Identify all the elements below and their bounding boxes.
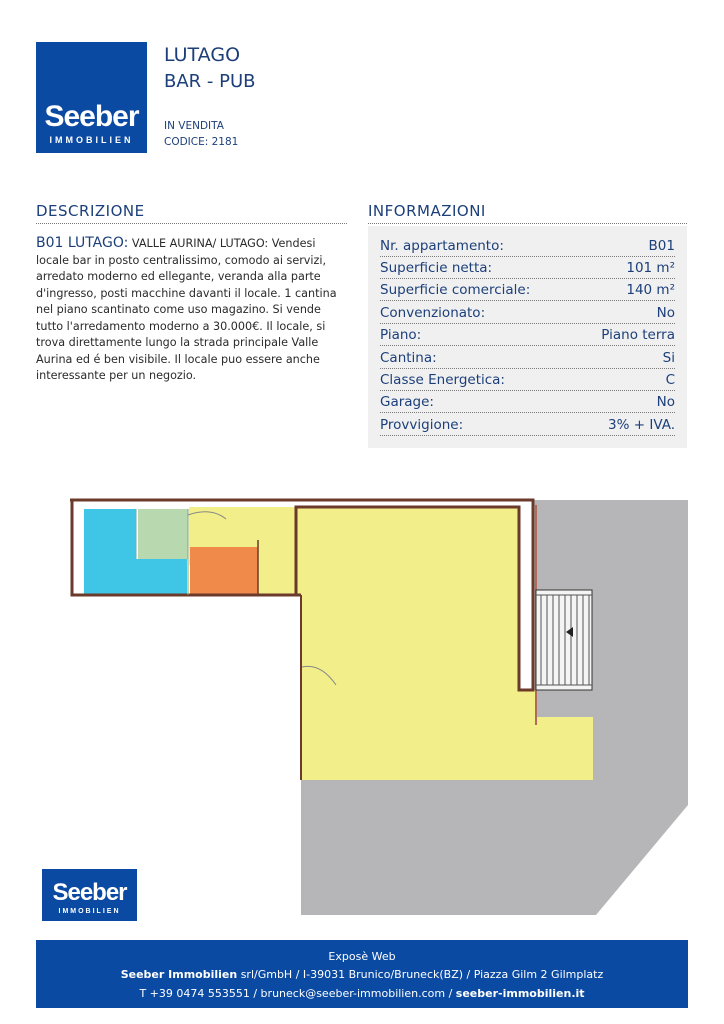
- info-value: No: [656, 394, 675, 410]
- info-row: [380, 301, 675, 324]
- info-value: 3% + IVA.: [608, 417, 675, 433]
- info-row: [380, 234, 675, 257]
- footer-website-link[interactable]: seeber-immobilien.it: [455, 987, 585, 1000]
- info-label: Provvigione:: [380, 417, 464, 433]
- description-body: [36, 235, 350, 385]
- info-table: [368, 226, 687, 448]
- info-row: [380, 278, 675, 301]
- description-heading: DESCRIZIONE: [36, 202, 347, 224]
- info-row: [380, 256, 675, 279]
- info-value: No: [656, 305, 675, 321]
- sale-status: IN VENDITA: [164, 120, 224, 132]
- plan-room-green: [138, 509, 188, 559]
- plan-staircase: [536, 590, 592, 690]
- footer-bar: [36, 940, 688, 1008]
- page-subtitle: BAR - PUB: [164, 71, 256, 92]
- info-value: 101 m²: [626, 260, 675, 276]
- plan-room-orange: [190, 547, 258, 595]
- floor-plan: [36, 495, 688, 915]
- info-label: Cantina:: [380, 350, 437, 366]
- brand-logo: [36, 42, 147, 153]
- info-row: [380, 413, 675, 436]
- info-label: Garage:: [380, 394, 434, 410]
- footer-contact-text: T +39 0474 553551 / bruneck@seeber-immobilien.com /: [139, 987, 456, 1000]
- footer-expose-label: Exposè Web: [328, 950, 396, 963]
- info-label: Piano:: [380, 327, 422, 343]
- plan-room-cyan-2: [84, 559, 187, 595]
- info-value: Si: [662, 350, 675, 366]
- logo-name: Seeber: [44, 100, 139, 133]
- info-heading: INFORMAZIONI: [368, 202, 687, 224]
- info-label: Superficie netta:: [380, 260, 493, 276]
- footer-logo-name: Seeber: [52, 879, 127, 906]
- page-title: LUTAGO: [164, 44, 241, 66]
- info-label: Nr. appartamento:: [380, 238, 504, 254]
- plan-room-cyan-1: [84, 509, 136, 559]
- description-lead: B01 LUTAGO:: [36, 235, 129, 251]
- info-row: [380, 390, 675, 413]
- footer-contact: [36, 987, 688, 1000]
- footer-brand-logo: [42, 869, 137, 921]
- description-text: VALLE AURINA/ LUTAGO: Vendesi locale bar in posto centralissimo, comodo ai servizi, arredato moderno ed ellegante, veranda alla parte d'ingresso, posti macchine davanti il locale. 1 cantina nel piano scantinato come uso magazino. Si vende tutto l'arredamento moderno a 30.000€. Il locale, si trova direttamente lungo la strada principale Valle Aurina ed é ben visibile. Il locale puo essere anche interessante per un negozio.: [36, 237, 337, 382]
- listing-code: CODICE: 2181: [164, 136, 239, 148]
- footer-logo-subtitle: IMMOBILIEN: [58, 908, 121, 915]
- logo-subtitle: IMMOBILIEN: [49, 135, 134, 145]
- plan-main-room: [189, 507, 519, 690]
- info-row: [380, 323, 675, 346]
- info-row: [380, 346, 675, 369]
- info-row: [380, 368, 675, 391]
- footer-address: [36, 968, 688, 981]
- info-label: Convenzionato:: [380, 305, 486, 321]
- footer-company: Seeber Immobilien: [120, 968, 238, 981]
- info-value: Piano terra: [601, 327, 675, 343]
- info-value: B01: [648, 238, 675, 254]
- info-value: 140 m²: [626, 282, 675, 298]
- info-label: Superficie comerciale:: [380, 282, 531, 298]
- footer-address-text: srl/GmbH / I-39031 Brunico/Bruneck(BZ) / Piazza Gilm 2 Gilmplatz: [237, 968, 604, 981]
- info-value: C: [665, 372, 675, 388]
- info-label: Classe Energetica:: [380, 372, 505, 388]
